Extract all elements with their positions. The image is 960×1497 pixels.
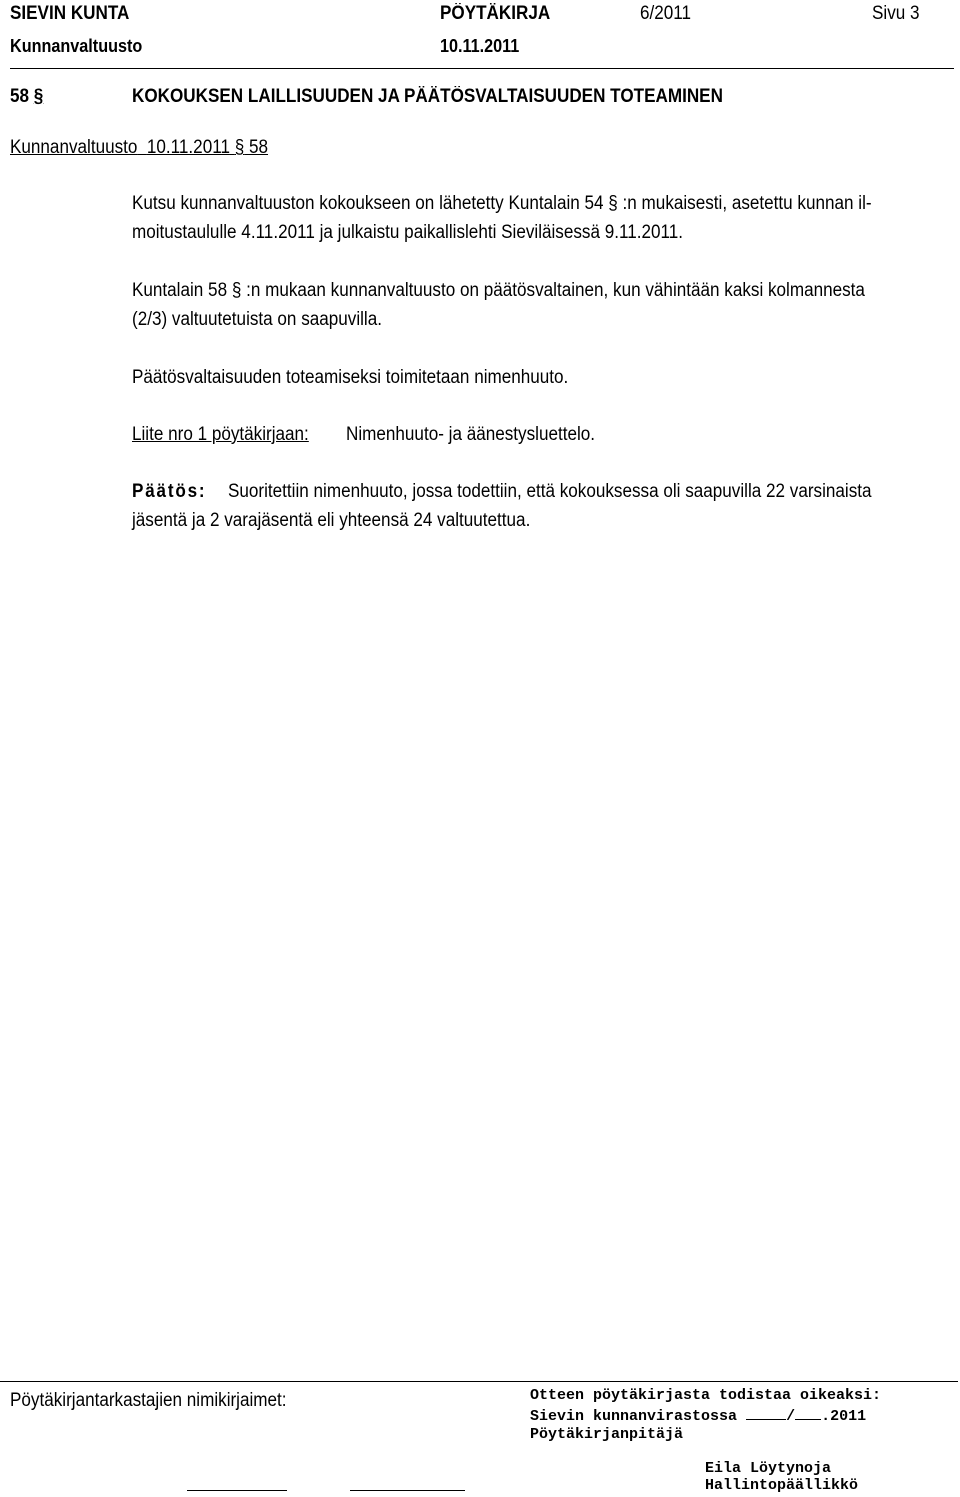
meeting-date: 10.11.2011 bbox=[440, 36, 520, 56]
reference-date: 10.11.2011 bbox=[146, 137, 230, 158]
initials-line-2 bbox=[350, 1490, 465, 1491]
signer-title: Hallintopäällikkö bbox=[705, 1477, 859, 1494]
year-suffix: .2011 bbox=[821, 1408, 867, 1425]
month-blank bbox=[795, 1405, 821, 1420]
decision-line-2: jäsentä ja 2 varajäsentä eli yhteensä 24 valtuutettua. bbox=[132, 510, 531, 531]
office-date-line bbox=[530, 1405, 866, 1425]
paragraph-2-line-2: (2/3) valtuutetuista on saapuvilla. bbox=[132, 309, 383, 330]
section-reference bbox=[10, 137, 268, 159]
section-heading bbox=[10, 86, 43, 108]
paragraph-3: Päätösvaltaisuuden toteamiseksi toimitetaan nimenhuuto. bbox=[132, 367, 569, 388]
document-number: 6/2011 bbox=[640, 3, 692, 24]
paragraph-2-line-1: Kuntalain 58 § :n mukaan kunnanvaltuusto on päätösvaltainen, kun vähintään kaksi kolmannesta bbox=[132, 280, 865, 301]
reference-sign: § bbox=[234, 137, 245, 158]
paragraph-1-line-2: moitustaululle 4.11.2011 ja julkaistu paikallislehti Sieviläisessä 9.11.2011. bbox=[132, 222, 684, 243]
section-number: 58 bbox=[10, 86, 30, 107]
page-number: Sivu 3 bbox=[872, 3, 920, 24]
reference-body: Kunnanvaltuusto bbox=[10, 137, 138, 158]
reference-number: 58 bbox=[248, 137, 269, 158]
municipality-name: SIEVIN KUNTA bbox=[10, 3, 130, 24]
meeting-body: Kunnanvaltuusto bbox=[10, 36, 143, 56]
attachment-text: Nimenhuuto- ja äänestysluettelo. bbox=[346, 424, 596, 445]
inspectors-label: Pöytäkirjantarkastajien nimikirjaimet: bbox=[10, 1390, 287, 1411]
decision-line-1: Suoritettiin nimenhuuto, jossa todettiin, että kokouksessa oli saapuvilla 22 varsinaista bbox=[228, 481, 872, 502]
paragraph-1-line-1: Kutsu kunnanvaltuuston kokoukseen on lähetetty Kuntalain 54 § :n mukaisesti, asetettu kunnan il- bbox=[132, 193, 872, 214]
section-title: KOKOUKSEN LAILLISUUDEN JA PÄÄTÖSVALTAISUUDEN TOTEAMINEN bbox=[132, 86, 723, 107]
day-blank bbox=[746, 1405, 786, 1420]
initials-line-1 bbox=[187, 1490, 287, 1491]
decision-label: Päätös: bbox=[132, 481, 207, 502]
document-type: PÖYTÄKIRJA bbox=[440, 3, 551, 24]
keeper-title: Pöytäkirjanpitäjä bbox=[530, 1426, 684, 1443]
office-prefix: Sievin kunnanvirastossa bbox=[530, 1408, 738, 1425]
section-sign: § bbox=[33, 86, 44, 107]
header-divider bbox=[10, 68, 954, 69]
signer-name: Eila Löytynoja bbox=[705, 1460, 832, 1477]
attachment-label: Liite nro 1 pöytäkirjaan: bbox=[132, 424, 309, 445]
footer-divider bbox=[0, 1381, 958, 1382]
date-separator: / bbox=[786, 1408, 796, 1425]
certify-label: Otteen pöytäkirjasta todistaa oikeaksi: bbox=[530, 1387, 882, 1404]
